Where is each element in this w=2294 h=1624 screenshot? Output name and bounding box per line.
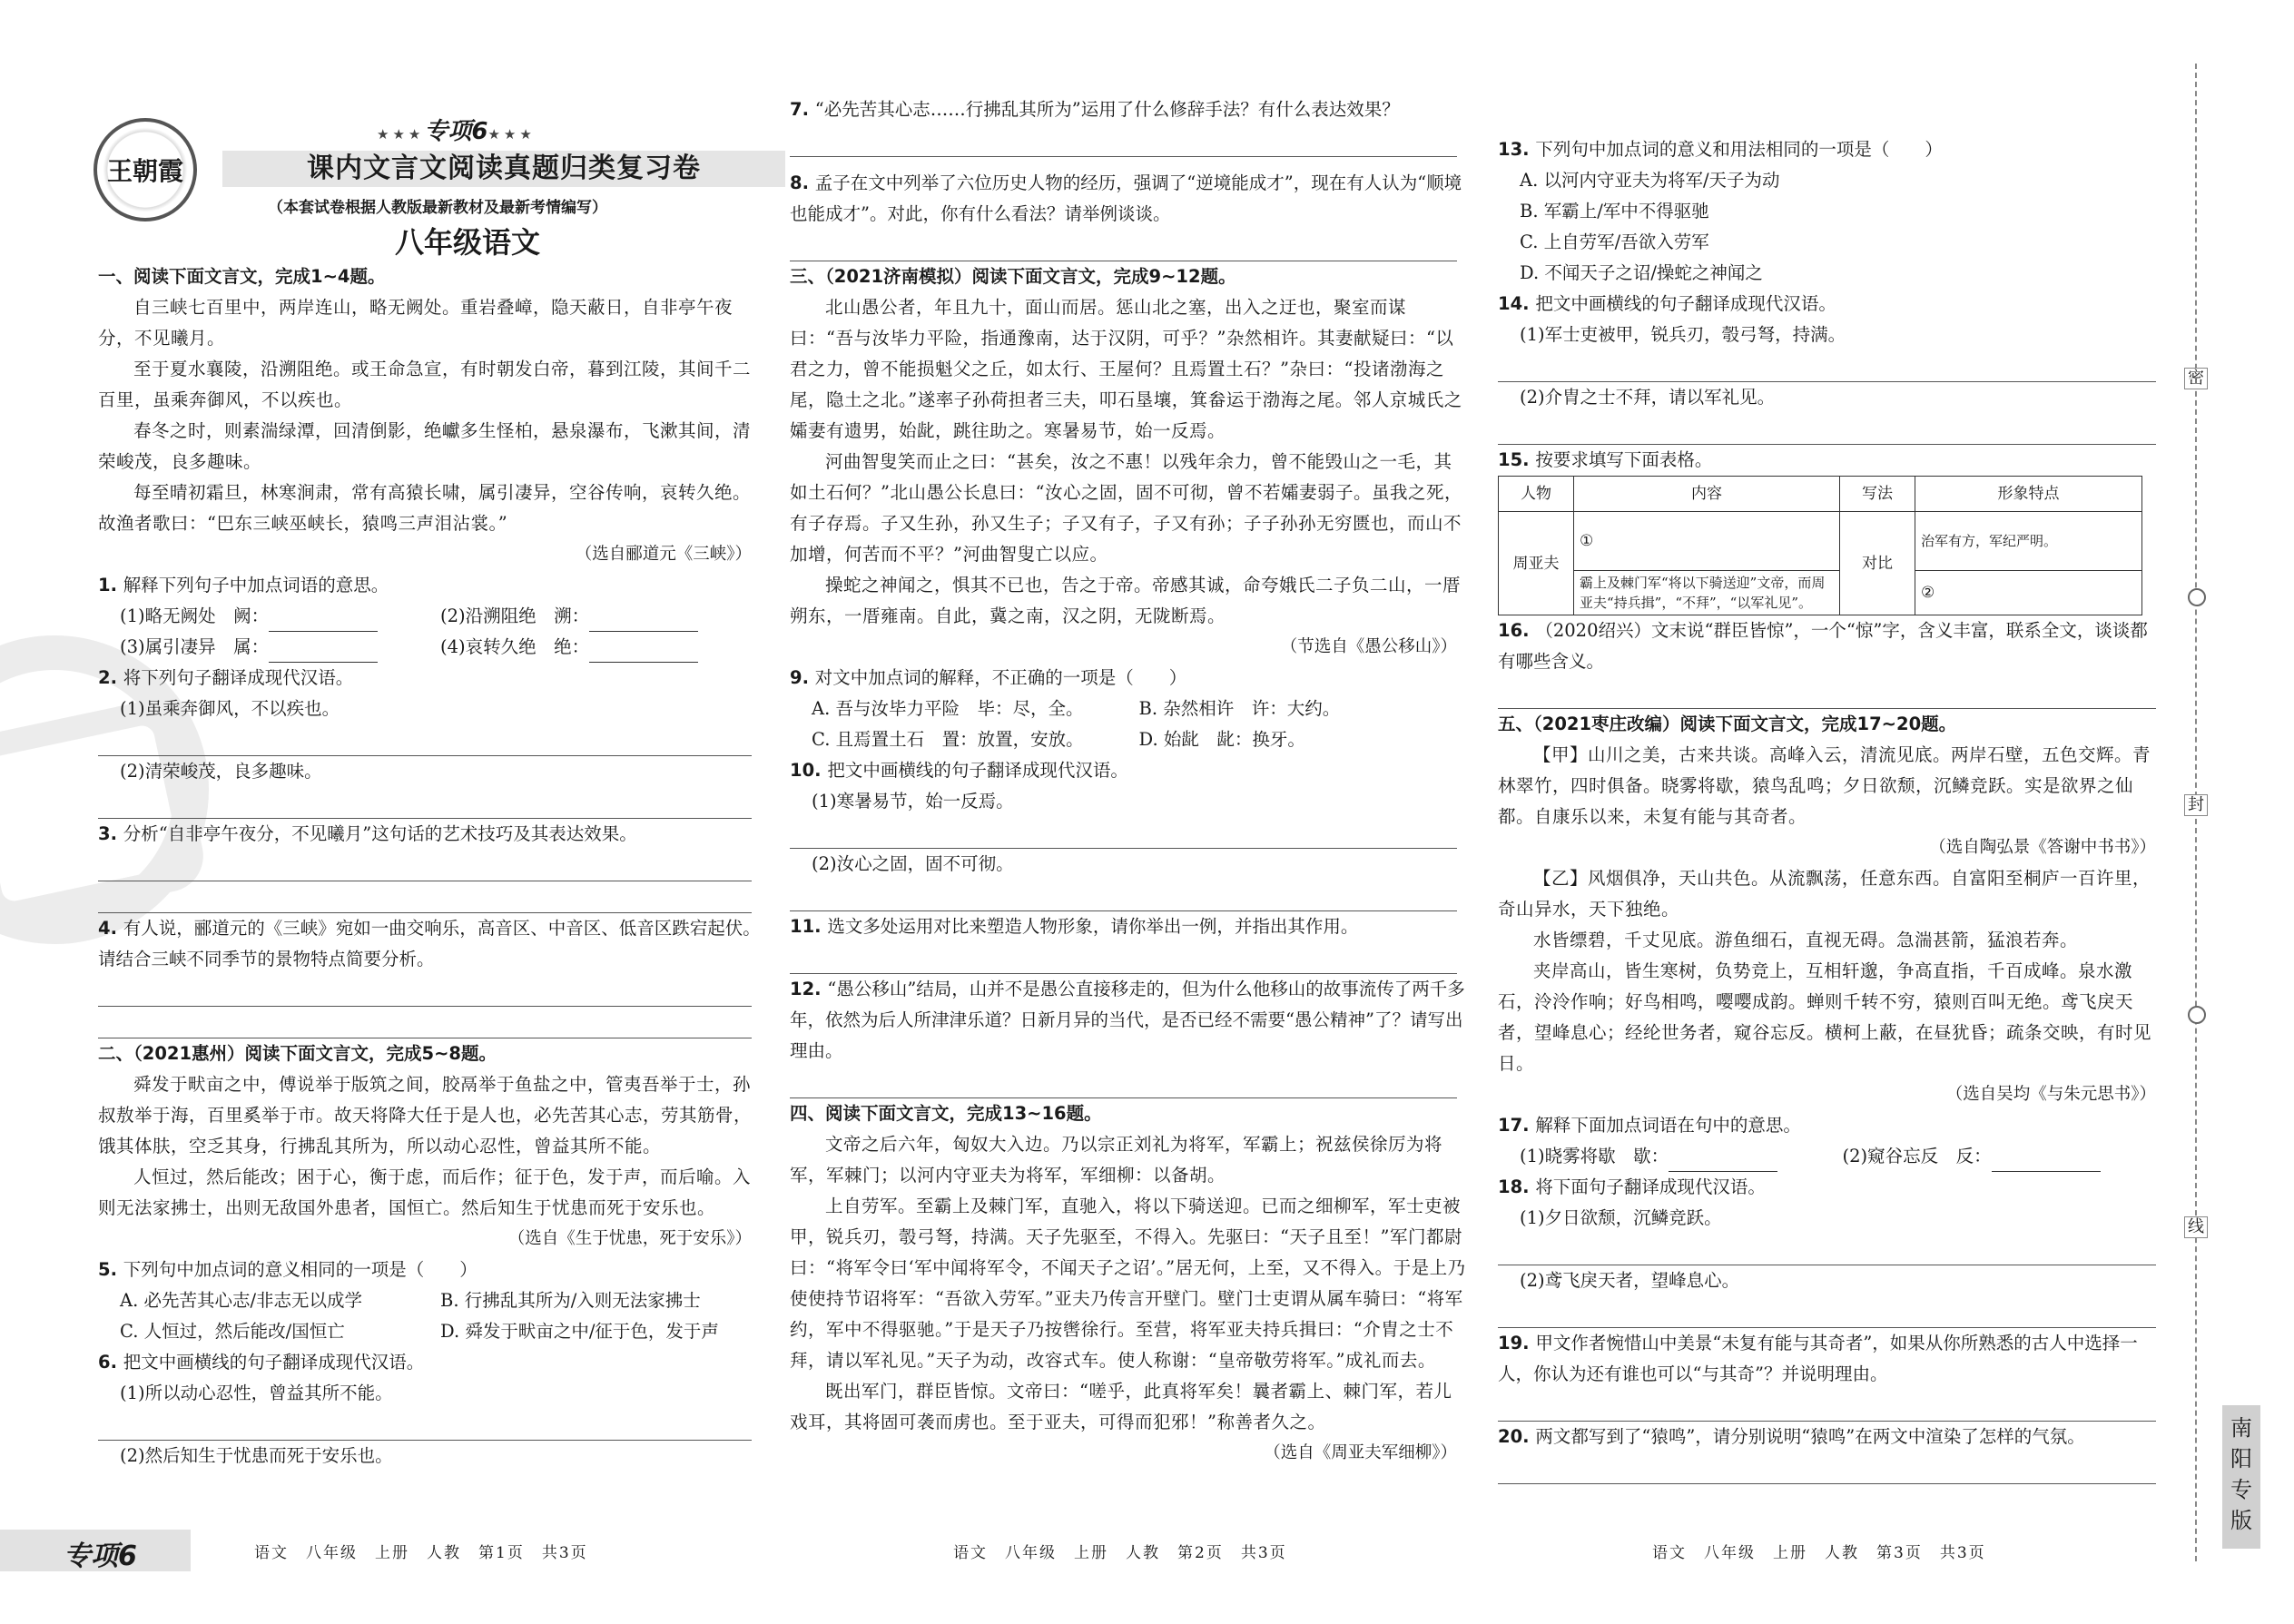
question-18: 18. 将下面句子翻译成现代汉语。 xyxy=(1498,1176,1766,1197)
q1-row-2 xyxy=(98,632,761,663)
choice-b[interactable]: B. 军霸上/军中不得驱驰 xyxy=(1520,201,1709,221)
question-text: 解释下面加点词语在句中的意思。 xyxy=(1535,1115,1801,1136)
passage-paragraph: 自三峡七百里中，两岸连山，略无阙处。重岩叠嶂，隐天蔽日，自非亭午夜分，不见曦月。 xyxy=(98,297,733,349)
answer-line[interactable] xyxy=(98,724,752,756)
answer-blank[interactable] xyxy=(269,613,378,632)
column-3 xyxy=(1498,134,2165,1484)
answer-blank[interactable] xyxy=(269,644,378,663)
q1-row-1 xyxy=(98,601,761,632)
cell-label: ② xyxy=(1921,584,1935,602)
passage-paragraph: 北山愚公者，年且九十，面山而居。惩山北之塞，出入之迂也，聚室而谋曰：“吾与汝毕力平险，指通豫南，达于汉阴，可乎？”杂然相许。其妻献疑曰：“以君之力，曾不能损魁父之丘，如太行、王屋何？且焉置土石？”杂曰：“投诸渤海之尾，隐土之北。”遂率子孙荷担者三夫，叩石垦壤，箕畚运于渤海之尾。邻人京城氏之孀妻有遗男，始龀，跳往助之。寒暑易节，始一反焉。 xyxy=(790,297,1462,441)
passage-paragraph: 水皆缥碧，千丈见底。游鱼细石，直视无碍。急湍甚箭，猛浪若奔。 xyxy=(1533,930,2079,950)
question-text: 把文中画横线的句子翻译成现代汉语。 xyxy=(123,1352,425,1373)
answer-blank[interactable] xyxy=(589,644,698,663)
edition-label: 南阳专版 xyxy=(2222,1405,2260,1549)
choice-c[interactable]: C. 且焉置土石 置：放置，安放。 xyxy=(812,729,1084,750)
passage-paragraph: 舜发于畎亩之中，傅说举于版筑之间，胶鬲举于鱼盐之中，管夷吾举于士，孙叔敖举于海，百里奚举于市。故天将降大任于是人也，必先苦其心志，劳其筋骨，饿其体肤，空乏其身，行拂乱其所为，所以动心忍性，曾益其所不能。 xyxy=(98,1074,753,1156)
choice-b[interactable]: B. 杂然相许 许：大约。 xyxy=(1138,698,1341,719)
footer-badge xyxy=(0,1530,191,1571)
question-12: 12. “愚公移山”结局，山并不是愚公直接移走的，但为什么他移山的故事流传了两千多年，依然为后人所津津乐道？日新月异的当代，是否已经不需要“愚公精神”了？请写出理由。 xyxy=(790,979,1465,1061)
section-5-title: 五、（2021枣庄改编）阅读下面文言文，完成17~20题。 xyxy=(1498,714,1957,734)
series-label: ★★★专项6★★★ xyxy=(377,118,536,145)
passage-paragraph: 夹岸高山，皆生寒树，负势竞上，互相轩邈，争高直指，千百成峰。泉水激石，泠泠作响；好鸟相鸣，嘤嘤成韵。蝉则千转不穷，猿则百叫无绝。鸢飞戾天者，望峰息心；经纶世务者，窥谷忘反。横柯上蔽，在昼犹昏；疏条交映，有时见日。 xyxy=(1498,960,2152,1074)
answer-line[interactable] xyxy=(1498,1296,2156,1328)
passage-paragraph: 上自劳军。至霸上及棘门军，直驰入，将以下骑送迎。已而之细柳军，军士吏被甲，锐兵刃，彀弓弩，持满。天子先驱至，不得入。先驱曰：“天子且至！”军门都尉曰：“将军令曰‘军中闻将军令，不闻天子之诏’。”居无何，上至，又不得入。于是上乃使使持节诏将军：“吾欲入劳军。”亚夫乃传言开壁门。壁门士吏谓从属车骑曰：“将军约，军中不得驱驰。”于是天子乃按辔徐行。至营，将军亚夫持兵揖曰：“介胄之士不拜，请以军礼见。”天子为动，改容式车。使人称谢：“皇帝敬劳将军。”成礼而去。 xyxy=(790,1196,1466,1371)
q17-row xyxy=(1498,1141,2165,1172)
question-20: 20. 两文都写到了“猿鸣”，请分别说明“猿鸣”在两文中渲染了怎样的气氛。 xyxy=(1498,1426,2085,1447)
column-1 xyxy=(98,261,761,1471)
question-9: 9. 对文中加点词的解释，不正确的一项是（ ） xyxy=(790,667,1187,688)
answer-line[interactable] xyxy=(98,881,752,913)
question-5: 5. 下列句中加点词的意义相同的一项是（ ） xyxy=(98,1259,478,1280)
question-2: 2. 将下列句子翻译成现代汉语。 xyxy=(98,667,354,688)
answer-line[interactable] xyxy=(1498,350,2156,382)
answer-line[interactable] xyxy=(1498,1452,2156,1484)
brand-badge xyxy=(94,118,197,221)
section-4-title: 四、阅读下面文言文，完成13~16题。 xyxy=(790,1103,1102,1124)
question-text: （2020绍兴）文末说“群臣皆惊”，一个“惊”字，含义丰富，联系全文，谈谈都有哪些含义。 xyxy=(1498,620,2148,672)
q10-item: (2)汝心之固，固不可彻。 xyxy=(812,853,1014,874)
question-text: 将下面句子翻译成现代汉语。 xyxy=(1535,1176,1766,1197)
cell-label: ① xyxy=(1580,532,1594,550)
choice-b[interactable]: B. 行拂乱其所为/入则无法家拂士 xyxy=(440,1290,701,1311)
answer-line[interactable] xyxy=(1498,677,2156,709)
answer-line[interactable] xyxy=(98,787,752,819)
question-11: 11. 选文多处运用对比来塑造人物形象，请你举出一例，并指出其作用。 xyxy=(790,916,1359,937)
question-10: 10. 把文中画横线的句子翻译成现代汉语。 xyxy=(790,760,1128,781)
question-text: “必先苦其心志……行拂乱其所为”运用了什么修辞手法？有什么表达效果？ xyxy=(814,99,1400,120)
table-trait-1: 治军有方，军纪严明。 xyxy=(1915,512,2142,571)
section-1-title: 一、阅读下面文言文，完成1~4题。 xyxy=(98,266,386,287)
question-text: 选文多处运用对比来塑造人物形象，请你举出一例，并指出其作用。 xyxy=(827,916,1359,937)
q9-row-2 xyxy=(790,724,1466,755)
table-content-2: 霸上及棘门军“将以下骑送迎”文帝，而周亚夫“持兵揖”，“不拜”，“以军礼见”。 xyxy=(1574,571,1840,615)
question-6: 6. 把文中画横线的句子翻译成现代汉语。 xyxy=(98,1352,425,1373)
question-text: 把文中画横线的句子翻译成现代汉语。 xyxy=(1535,293,1836,314)
q1-item: (1)略无阙处 阙： xyxy=(120,605,270,626)
choice-d[interactable]: D. 舜发于畎亩之中/征于色，发于声 xyxy=(440,1321,719,1342)
binding-hole-icon xyxy=(2188,588,2206,606)
table-trait-2[interactable] xyxy=(1915,571,2142,615)
footer-badge-text: 专项6 xyxy=(64,1540,137,1572)
choice-c[interactable]: C. 上自劳军/吾欲入劳军 xyxy=(1520,231,1709,252)
binding-mark-3: 线 xyxy=(2184,1216,2208,1238)
question-text: 分析“自非亭午夜分，不见曦月”这句话的艺术技巧及其表达效果。 xyxy=(123,823,637,844)
column-2 xyxy=(790,94,1466,1469)
passage-source: （选自陶弘景《答谢中书书》） xyxy=(1929,838,2156,857)
question-19: 19. 甲文作者惋惜山中美景“未复有能与其奇者”，如果从你所熟悉的古人中选择一人，你认为还有谁也可以“与其奇”？并说明理由。 xyxy=(1498,1333,2138,1384)
paper-subtitle: （本套试卷根据人教版最新教材及最新考情编写） xyxy=(268,199,607,217)
passage-paragraph: 每至晴初霜旦，林寒涧肃，常有高猿长啸，属引凄异，空谷传响，哀转久绝。故渔者歌曰：“巴东三峡巫峡长，猿鸣三声泪沾裳。” xyxy=(98,482,752,534)
choice-a[interactable]: A. 必先苦其心志/非志无以成学 xyxy=(120,1290,363,1311)
answer-line[interactable] xyxy=(790,1067,1457,1098)
question-15: 15. 按要求填写下面表格。 xyxy=(1498,449,1713,470)
binding-hole-icon xyxy=(2188,1006,2206,1024)
q17-item: (2)窥谷忘反 反： xyxy=(1842,1146,1992,1166)
passage-paragraph: 【甲】山川之美，古来共谈。高峰入云，清流见底。两岸石壁，五色交辉。青林翠竹，四时俱备。晓雾将歇，猿鸟乱鸣；夕日欲颓，沉鳞竞跃。实是欲界之仙都。自康乐以来，未复有能与其奇者。 xyxy=(1498,744,2151,827)
passage-paragraph: 既出军门，群臣皆惊。文帝曰：“嗟乎，此真将军矣！曩者霸上、棘门军，若儿戏耳，其将固可袭而虏也。至于亚夫，可得而犯邪！”称善者久之。 xyxy=(790,1381,1452,1432)
q1-item: (2)沿溯阻绝 溯： xyxy=(440,605,590,626)
q18-item: (1)夕日欲颓，沉鳞竞跃。 xyxy=(1520,1207,1722,1228)
q5-row-2 xyxy=(98,1316,761,1347)
answer-line[interactable] xyxy=(790,125,1457,157)
question-text: 把文中画横线的句子翻译成现代汉语。 xyxy=(827,760,1128,781)
q18-item: (2)鸢飞戾天者，望峰息心。 xyxy=(1520,1270,1740,1291)
q1-item: (4)哀转久绝 绝： xyxy=(440,636,590,657)
table-header: 写法 xyxy=(1840,477,1915,512)
passage-paragraph: 春冬之时，则素湍绿潭，回清倒影，绝巘多生怪柏，悬泉瀑布，飞漱其间，清荣峻茂，良多趣味。 xyxy=(98,420,752,472)
choice-c[interactable]: C. 人恒过，然后能改/国恒亡 xyxy=(120,1321,345,1342)
paper-title: 课内文言文阅读真题归类复习卷 xyxy=(222,151,785,187)
answer-line[interactable] xyxy=(1498,1390,2156,1422)
answer-blank[interactable] xyxy=(1669,1153,1777,1172)
page-header xyxy=(86,100,749,259)
passage-source: （选自吴均《与朱元思书》） xyxy=(1945,1085,2156,1104)
passage-paragraph: 至于夏水襄陵，沿溯阻绝。或王命急宣，有时朝发白帝，暮到江陵，其间千二百里，虽乘奔御风，不以疾也。 xyxy=(98,359,752,410)
q14-item: (2)介胄之士不拜，请以军礼见。 xyxy=(1520,387,1776,408)
passage-source: （选自《周亚夫军细柳》） xyxy=(1264,1443,1457,1462)
answer-line[interactable] xyxy=(790,817,1457,849)
footer-page-3: 语文 八年级 上册 人教 第3页 共3页 xyxy=(1652,1544,1986,1562)
question-8: 8. 孟子在文中列举了六位历史人物的经历，强调了“逆境能成才”，现在有人认为“顺境也能成才”。对此，你有什么看法？请举例谈谈。 xyxy=(790,172,1462,224)
question-1: 1. 解释下列句子中加点词语的意思。 xyxy=(98,575,389,595)
question-text: 下列句中加点词的意义相同的一项是（ ） xyxy=(123,1259,478,1280)
answer-blank[interactable] xyxy=(1992,1153,2101,1172)
q15-table xyxy=(1498,476,2142,615)
table-person: 周亚夫 xyxy=(1499,512,1574,615)
q2-item: (2)清荣峻茂，良多趣味。 xyxy=(120,761,322,782)
question-14: 14. 把文中画横线的句子翻译成现代汉语。 xyxy=(1498,293,1836,314)
passage-paragraph: 文帝之后六年，匈奴大入边。乃以宗正刘礼为将军，军霸上；祝兹侯徐厉为将军，军棘门；以河内守亚夫为将军，军细柳：以备胡。 xyxy=(790,1134,1443,1186)
answer-line[interactable] xyxy=(98,1007,752,1038)
answer-line[interactable] xyxy=(98,850,752,881)
choice-a[interactable]: A. 吾与汝毕力平险 毕：尽，全。 xyxy=(812,698,1084,719)
question-text: 下列句中加点词的意义和用法相同的一项是（ ） xyxy=(1535,139,1943,160)
question-17: 17. 解释下面加点词语在句中的意思。 xyxy=(1498,1115,1801,1136)
answer-line[interactable] xyxy=(98,1409,752,1441)
question-text: 有人说，郦道元的《三峡》宛如一曲交响乐，高音区、中音区、低音区跌宕起伏。请结合三峡不同季节的景物特点简要分析。 xyxy=(98,918,761,969)
binding-mark-2: 封 xyxy=(2184,794,2208,816)
answer-line[interactable] xyxy=(1498,1234,2156,1265)
passage-paragraph: 河曲智叟笑而止之曰：“甚矣，汝之不惠！以残年余力，曾不能毁山之一毛，其如土石何？”北山愚公长息曰：“汝心之固，固不可彻，曾不若孀妻弱子。虽我之死，有子存焉。子又生孙，孙又生子；子又有子，子又有孙；子子孙孙无穷匮也，而山不加增，何苦而不平？”河曲智叟亡以应。 xyxy=(790,451,1462,565)
footer-page-1: 语文 八年级 上册 人教 第1页 共3页 xyxy=(254,1544,588,1562)
table-method: 对比 xyxy=(1840,512,1915,615)
answer-line[interactable] xyxy=(790,880,1457,911)
passage-source: （选自郦道元《三峡》） xyxy=(575,545,752,564)
answer-blank[interactable] xyxy=(589,613,698,632)
answer-line[interactable] xyxy=(790,230,1457,261)
answer-line[interactable] xyxy=(1498,413,2156,445)
q14-item: (1)军士吏被甲，锐兵刃，彀弓弩，持满。 xyxy=(1520,324,1846,345)
binding-mark-1: 密 xyxy=(2184,368,2208,389)
q1-item: (3)属引凄异 属： xyxy=(120,636,270,657)
question-text: “愚公移山”结局，山并不是愚公直接移走的，但为什么他移山的故事流传了两千多年，依然为后人所津津乐道？日新月异的当代，是否已经不需要“愚公精神”了？请写出理由。 xyxy=(790,979,1465,1061)
passage-paragraph: 人恒过，然后能改；困于心，衡于虑，而后作；征于色，发于声，而后喻。入则无法家拂士，出则无敌国外患者，国恒亡。然后知生于忧患而死于安乐也。 xyxy=(98,1166,752,1218)
choice-a[interactable]: A. 以河内守亚夫为将军/天子为动 xyxy=(1520,170,1780,191)
question-7: 7. “必先苦其心志……行拂乱其所为”运用了什么修辞手法？有什么表达效果？ xyxy=(790,99,1400,120)
question-text: 两文都写到了“猿鸣”，请分别说明“猿鸣”在两文中渲染了怎样的气氛。 xyxy=(1535,1426,2085,1447)
question-3: 3. 分析“自非亭午夜分，不见曦月”这句话的艺术技巧及其表达效果。 xyxy=(98,823,637,844)
section-3-title: 三、（2021济南模拟）阅读下面文言文，完成9~12题。 xyxy=(790,266,1236,287)
q5-row-1 xyxy=(98,1285,761,1316)
passage-paragraph: 操蛇之神闻之，惧其不已也，告之于帝。帝感其诚，命夸娥氏二子负二山，一厝朔东，一厝雍南。自此，冀之南，汉之阴，无陇断焉。 xyxy=(790,575,1462,626)
question-13: 13. 下列句中加点词的意义和用法相同的一项是（ ） xyxy=(1498,139,1943,160)
q17-item: (1)晓雾将歇 歇： xyxy=(1520,1146,1669,1166)
question-text: 按要求填写下面表格。 xyxy=(1535,449,1713,470)
series-text: 专项6 xyxy=(424,118,488,145)
answer-line[interactable] xyxy=(790,942,1457,974)
passage-source: （节选自《愚公移山》） xyxy=(1280,637,1457,656)
section-2-title: 二、（2021惠州）阅读下面文言文，完成5~8题。 xyxy=(98,1043,497,1064)
question-text: 孟子在文中列举了六位历史人物的经历，强调了“逆境能成才”，现在有人认为“顺境也能成才”。对此，你有什么看法？请举例谈谈。 xyxy=(790,172,1462,224)
question-text: 甲文作者惋惜山中美景“未复有能与其奇者”，如果从你所熟悉的古人中选择一人，你认为还有谁也可以“与其奇”？并说明理由。 xyxy=(1498,1333,2138,1384)
q6-item: (2)然后知生于忧患而死于安乐也。 xyxy=(120,1445,393,1466)
question-text: 解释下列句子中加点词语的意思。 xyxy=(123,575,389,595)
paper-grade: 八年级语文 xyxy=(395,225,541,260)
answer-line[interactable] xyxy=(98,975,752,1007)
choice-d[interactable]: D. 不闻天子之诏/操蛇之神闻之 xyxy=(1520,262,1763,283)
q2-item: (1)虽乘奔御风，不以疾也。 xyxy=(120,698,340,719)
choice-d[interactable]: D. 始龀 龀：换牙。 xyxy=(1138,729,1305,750)
passage-paragraph: 【乙】风烟俱净，天山共色。从流飘荡，任意东西。自富阳至桐庐一百许里，奇山异水，天下独绝。 xyxy=(1498,868,2151,920)
question-4: 4. 有人说，郦道元的《三峡》宛如一曲交响乐，高音区、中音区、低音区跌宕起伏。请结合三峡不同季节的景物特点简要分析。 xyxy=(98,918,761,969)
question-text: 对文中加点词的解释，不正确的一项是（ ） xyxy=(814,667,1187,688)
table-header: 内容 xyxy=(1574,477,1840,512)
question-16: 16. （2020绍兴）文末说“群臣皆惊”，一个“惊”字，含义丰富，联系全文，谈谈都有哪些含义。 xyxy=(1498,620,2148,672)
q9-row-1 xyxy=(790,694,1466,724)
brand-badge-text: 王朝霞 xyxy=(106,156,183,186)
q10-item: (1)寒暑易节，始一反焉。 xyxy=(812,791,1014,812)
footer-page-2: 语文 八年级 上册 人教 第2页 共3页 xyxy=(953,1544,1287,1562)
table-content-1[interactable] xyxy=(1574,512,1840,571)
question-text: 将下列句子翻译成现代汉语。 xyxy=(123,667,354,688)
table-header: 人物 xyxy=(1499,477,1574,512)
table-header: 形象特点 xyxy=(1915,477,2142,512)
passage-source: （选自《生于忧患，死于安乐》） xyxy=(507,1229,752,1248)
q6-item: (1)所以动心忍性，曾益其所不能。 xyxy=(120,1383,393,1403)
